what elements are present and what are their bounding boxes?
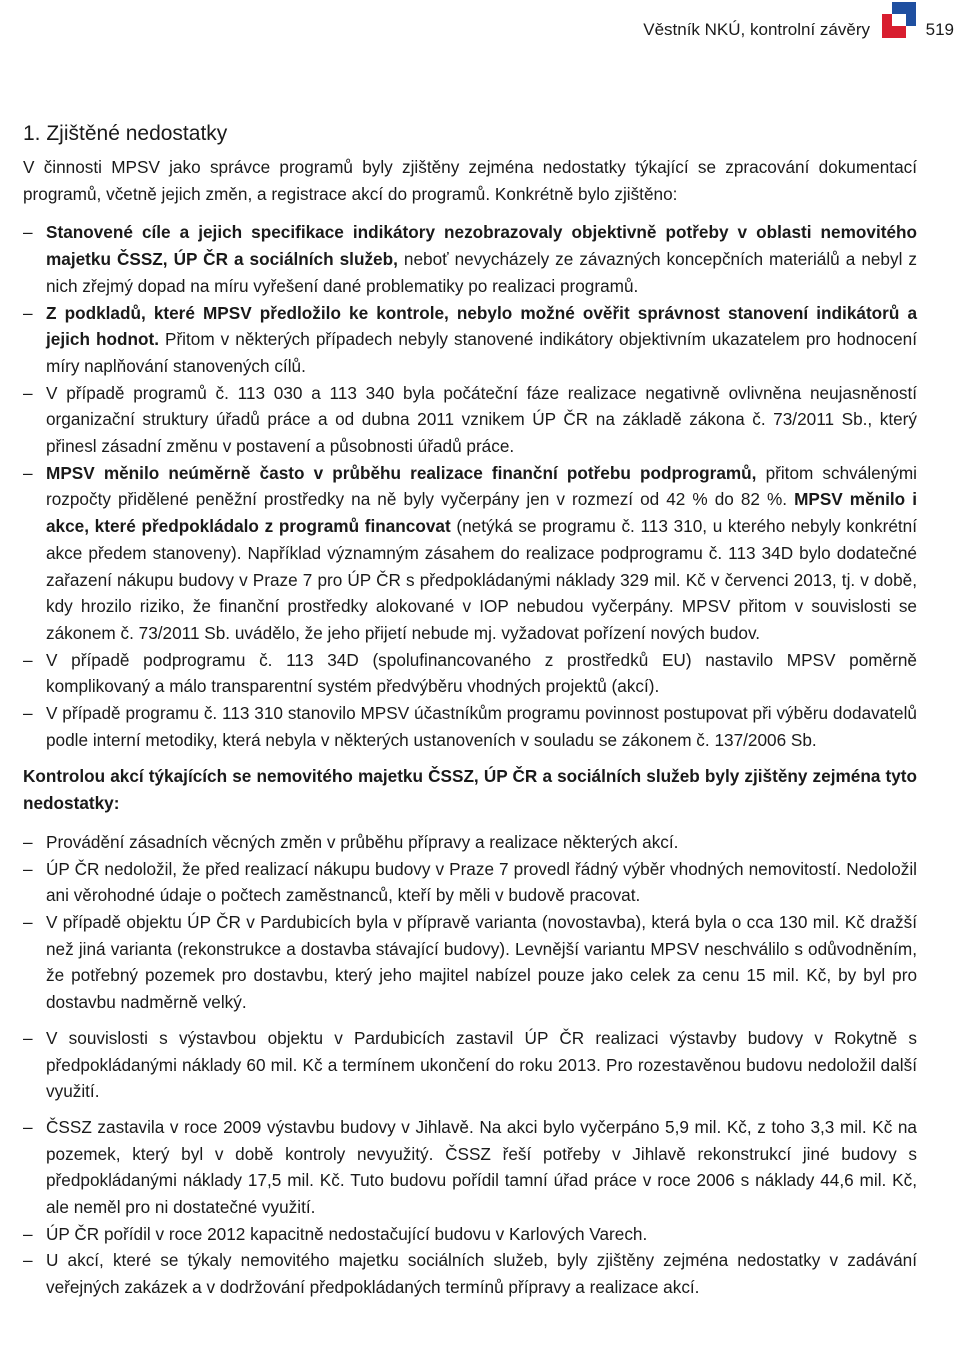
list-item: – V případě programu č. 113 310 stanovilo MPSV účastníkům programu povinnost postupovat při výběru dodavatelů podle interní metodiky, která nebyla v některých ustanoveních v souladu se zákonem č. 137/2006 Sb.: [23, 700, 917, 753]
list-item: – ÚP ČR pořídil v roce 2012 kapacitně nedostačující budovu v Karlových Varech.: [23, 1221, 917, 1248]
list-item: – ČSSZ zastavila v roce 2009 výstavbu budovy v Jihlavě. Na akci bylo vyčerpáno 5,9 mil. Kč, z toho 3,3 mil. Kč na pozemek, který byl v době kontroly nevyužitý. ČSSZ řeší potřeby v Jihlavě rekonstrukcí jiné budovy s předpokládanými náklady 17,5 mil. Kč. Tuto budovu pořídil tamní úřad práce v roce 2006 s náklady 44,6 mil. Kč, ale neměl pro ni dostatečné využití.: [23, 1114, 917, 1221]
action-findings-list: [23, 829, 917, 1301]
list-item: – ÚP ČR nedoložil, že před realizací nákupu budovy v Praze 7 provedl řádný výběr vhodných nemovitostí. Nedoložil ani věrohodné údaje o počtech zaměstnanců, kteří by měli v budově pracovat.: [23, 856, 917, 909]
page-header: [0, 0, 960, 60]
list-item: – V souvislosti s výstavbou objektu v Pardubicích zastavil ÚP ČR realizaci výstavby budovy v Rokytně s předpokládanými náklady 60 mil. Kč a termínem ukončení do roku 2013. Pro rozestavěnou budovu nedoložil další využití.: [23, 1025, 917, 1105]
findings-list: [23, 219, 917, 753]
list-item: – V případě podprogramu č. 113 34D (spolufinancovaného z prostředků EU) nastavilo MPSV poměrně komplikovaný a málo transparentní systém předvýběru vhodných projektů (akcí).: [23, 647, 917, 700]
list-item: – V případě programů č. 113 030 a 113 340 byla počáteční fáze realizace negativně ovlivněna neujasněností organizační struktury úřadů práce a od dubna 2011 vznikem ÚP ČR na základě zákona č. 73/2011 Sb., který přinesl zásadní změnu v postavení a působnosti úřadů práce.: [23, 380, 917, 460]
list-item: – MPSV měnilo neúměrně často v průběhu realizace finanční potřebu podprogramů, přitom schválenými rozpočty přidělené peněžní prostředky na ně byly vyčerpány jen v rozmezí od 42 % do 82 %. MPSV měnilo i akce, které předpokládalo z programů financovat (netýká se programu č. 113 310, u kterého nebyly konkrétní akce předem stanoveny). Například významným zásahem do realizace podprogramu č. 113 34D bylo dodatečné zařazení nákupu budovy v Praze 7 pro ÚP ČR s předpokládanými náklady 329 mil. Kč v červenci 2013, tj. v době, kdy hrozilo riziko, že finanční prostředky alokované v IOP nebudou vyčerpány. MPSV přitom v souvislosti se zákonem č. 73/2011 Sb. uvádělo, že jeho přijetí nebude mj. vyžadovat pořízení nových budov.: [23, 460, 917, 647]
subheading: Kontrolou akcí týkajících se nemovitého majetku ČSSZ, ÚP ČR a sociálních služeb byly zjištěny zejména tyto nedostatky:: [23, 766, 917, 814]
list-item: – Z podkladů, které MPSV předložilo ke kontrole, nebylo možné ověřit správnost stanovení indikátorů a jejich hodnot. Přitom v některých případech nebyly stanovené indikátory objektivním ukazatelem pro hodnocení míry naplňování stanovených cílů.: [23, 300, 917, 380]
nku-logo-icon: [882, 2, 918, 38]
list-item: – V případě objektu ÚP ČR v Pardubicích byla v přípravě varianta (novostavba), která byla o cca 130 mil. Kč dražší než jiná varianta (rekonstrukce a dostavba stávající budovy). Levnější variantu MPSV neschválilo s odůvodněním, že potřebný pozemek pro dostavbu, který jeho majitel nabízel pouze jako celek za cenu 15 mil. Kč, by byl pro dostavbu nadměrně velký.: [23, 909, 917, 1016]
page-number: 519: [925, 20, 954, 39]
publication-title: Věstník NKÚ, kontrolní závěry: [643, 20, 870, 39]
list-item: – Provádění zásadních věcných změn v průběhu přípravy a realizace některých akcí.: [23, 829, 917, 856]
section-title: 1. Zjištěné nedostatky: [23, 122, 228, 145]
intro-paragraph: V činnosti MPSV jako správce programů byly zjištěny zejména nedostatky týkající se zpracování dokumentací programů, včetně jejich změn, a registrace akcí do programů. Konkrétně bylo zjištěno:: [23, 157, 917, 204]
list-item: – U akcí, které se týkaly nemovitého majetku sociálních služeb, byly zjištěny zejména nedostatky v zadávání veřejných zakázek a v dodržování předpokládaných termínů přípravy a realizace akcí.: [23, 1247, 917, 1300]
list-item: – Stanovené cíle a jejich specifikace indikátory nezobrazovaly objektivně potřeby v oblasti nemovitého majetku ČSSZ, ÚP ČR a sociálních služeb, neboť nevycházely ze závazných koncepčních materiálů a nebyl z nich zřejmý dopad na míru vyřešení dané problematiky po realizaci programů.: [23, 219, 917, 299]
document-body: [23, 120, 917, 1301]
